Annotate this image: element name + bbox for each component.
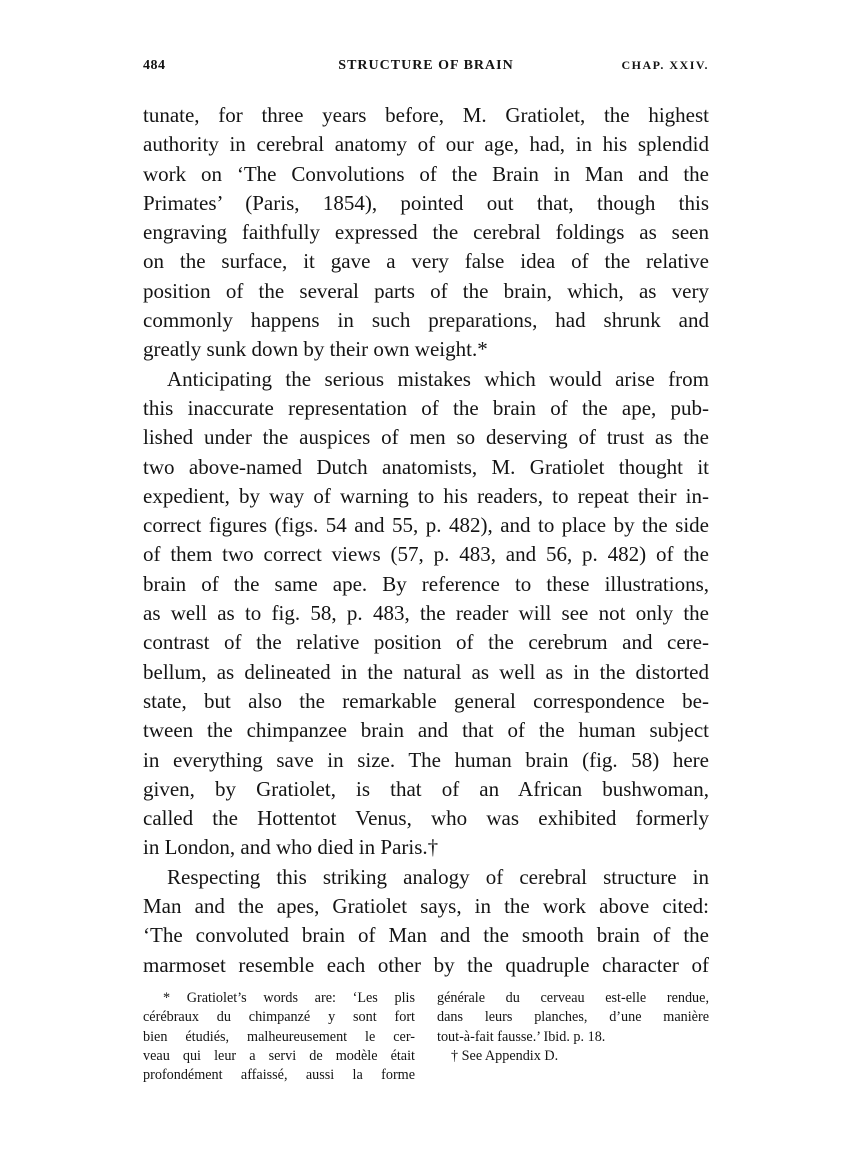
- footnote-line: * Gratiolet’s words are: ‘Les plis: [163, 990, 415, 1006]
- text-line: state, but also the remarkable general correspondence be-: [143, 688, 709, 713]
- body-text: [143, 101, 709, 980]
- footnote-line: tout-à-fait fausse.’ Ibid. p. 18.: [437, 1028, 606, 1045]
- footnote-line: profondément affaissé, aussi la forme: [143, 1067, 415, 1084]
- text-line: this inaccurate representation of the brain of the ape, pub-: [143, 395, 709, 420]
- text-line: marmoset resemble each other by the quadruple character of: [143, 952, 709, 977]
- footnote-line: bien étudiés, malheureusement le cer-: [143, 1028, 415, 1045]
- text-line: ‘The convoluted brain of Man and the smooth brain of the: [143, 923, 709, 948]
- running-header: [143, 58, 709, 80]
- text-line: Man and the apes, Gratiolet says, in the work above cited:: [143, 894, 709, 919]
- footnote-line: cérébraux du chimpanzé y sont fort: [143, 1009, 415, 1026]
- text-line: engraving faithfully expressed the cerebral foldings as seen: [143, 220, 709, 245]
- text-line: brain of the same ape. By reference to these illustrations,: [143, 571, 709, 596]
- footnote-line: générale du cerveau est-elle rendue,: [437, 990, 709, 1006]
- text-line: called the Hottentot Venus, who was exhibited formerly: [143, 806, 709, 831]
- page-number: 484: [143, 58, 166, 73]
- footnote-line: dans leurs planches, d’une manière: [437, 1009, 709, 1026]
- text-line: tween the chimpanzee brain and that of the human subject: [143, 718, 709, 743]
- text-line: in everything save in size. The human brain (fig. 58) here: [143, 747, 709, 772]
- text-line: correct figures (figs. 54 and 55, p. 482), and to place by the side: [143, 513, 709, 538]
- text-line: work on ‘The Convolutions of the Brain in Man and the: [143, 161, 709, 186]
- footnote-column-left: [143, 989, 415, 1085]
- text-line: tunate, for three years before, M. Gratiolet, the highest: [143, 103, 709, 127]
- footnote-line: veau qui leur a servi de modèle était: [143, 1047, 415, 1064]
- text-line: in London, and who died in Paris.†: [143, 835, 439, 860]
- running-title: STRUCTURE OF BRAIN: [338, 58, 514, 73]
- chapter-label: CHAP. XXIV.: [621, 58, 709, 72]
- text-line: commonly happens in such preparations, had shrunk and: [143, 308, 709, 333]
- text-line: expedient, by way of warning to his readers, to repeat their in-: [143, 483, 709, 508]
- text-line: on the surface, it gave a very false idea of the relative: [143, 249, 709, 274]
- text-line: two above-named Dutch anatomists, M. Gratiolet thought it: [143, 454, 709, 479]
- text-line: lished under the auspices of men so deserving of trust as the: [143, 425, 709, 450]
- text-line: authority in cerebral anatomy of our age, had, in his splendid: [143, 132, 709, 157]
- footnote-column-right: [437, 989, 709, 1066]
- text-line: position of the several parts of the brain, which, as very: [143, 278, 709, 303]
- text-line: Anticipating the serious mistakes which would arise from: [167, 366, 709, 391]
- text-line: given, by Gratiolet, is that of an African bushwoman,: [143, 776, 709, 801]
- text-line: as well as to fig. 58, p. 483, the reader will see not only the: [143, 601, 709, 626]
- text-line: contrast of the relative position of the cerebrum and cere-: [143, 630, 709, 655]
- footnote-line: † See Appendix D.: [451, 1047, 559, 1064]
- text-line: greatly sunk down by their own weight.*: [143, 337, 488, 362]
- text-line: Primates’ (Paris, 1854), pointed out that, though this: [143, 190, 709, 215]
- text-line: of them two correct views (57, p. 483, and 56, p. 482) of the: [143, 542, 709, 567]
- footnotes: [143, 989, 709, 1089]
- text-line: bellum, as delineated in the natural as well as in the distorted: [143, 659, 709, 684]
- text-line: Respecting this striking analogy of cerebral structure in: [167, 864, 709, 889]
